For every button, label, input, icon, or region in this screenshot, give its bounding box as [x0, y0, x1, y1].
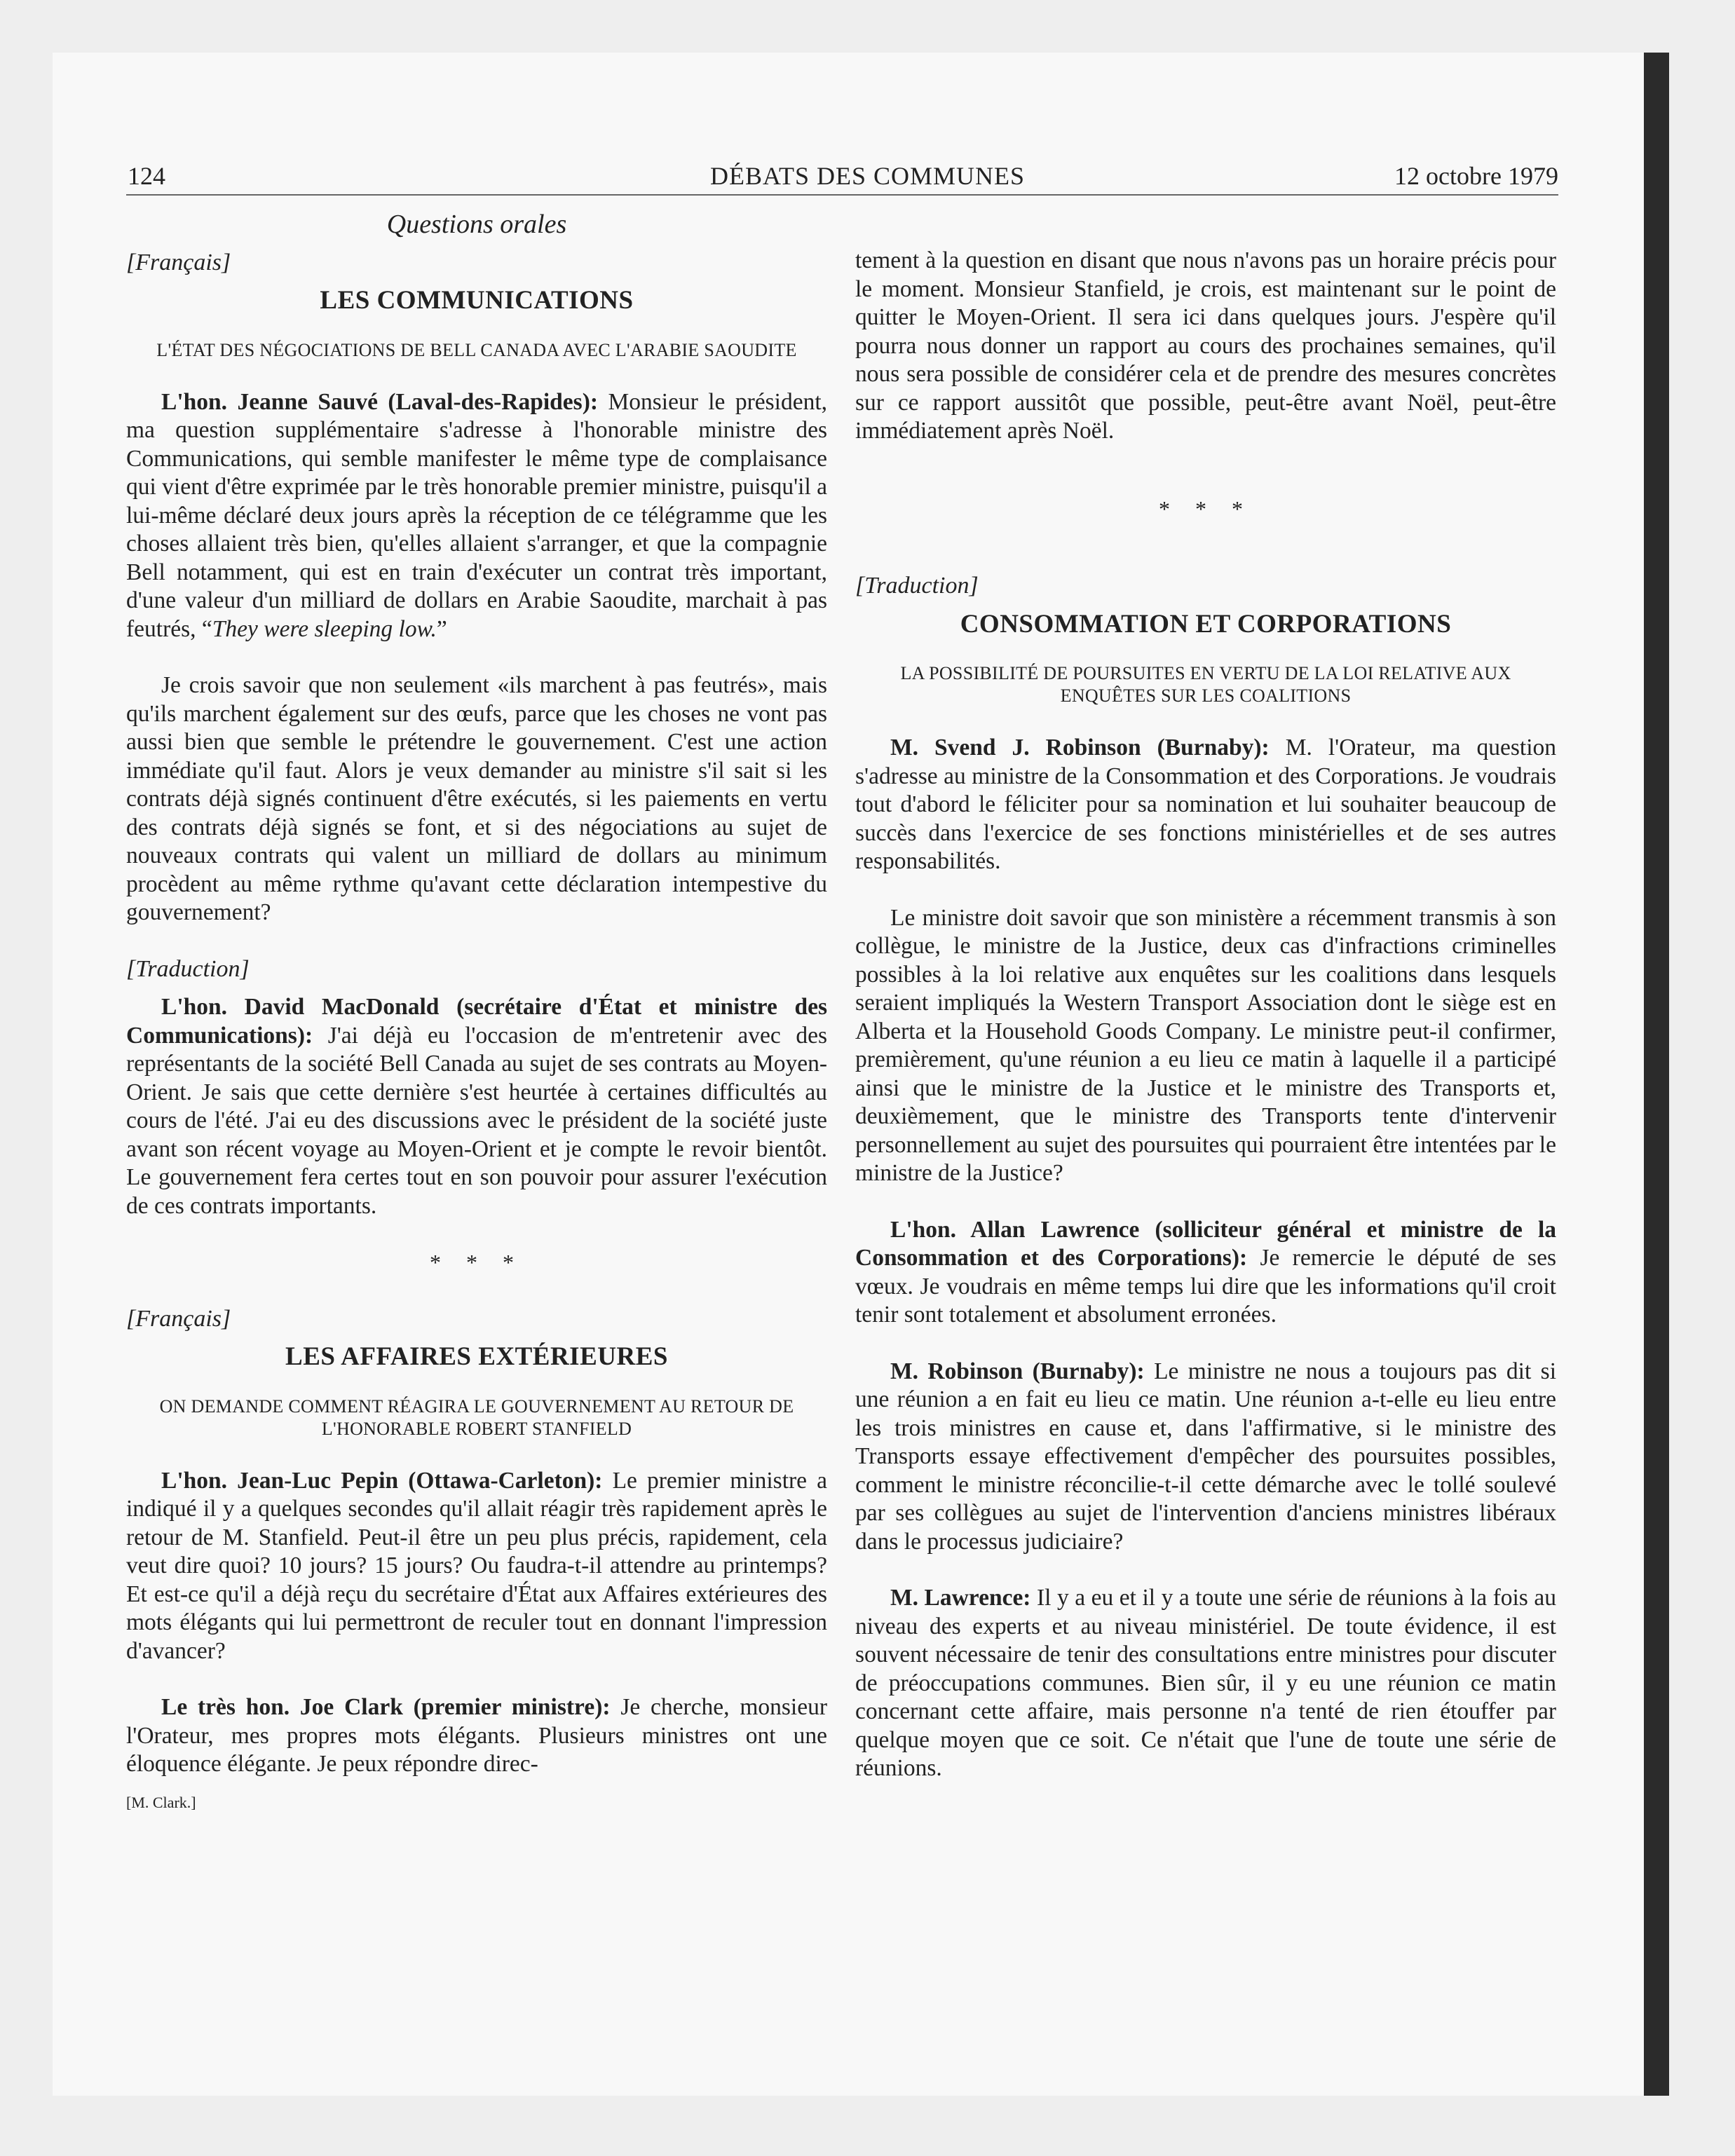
speaker-name: L'hon. Jeanne Sauvé (Laval-des-Rapides): [161, 388, 599, 415]
speech-text: Je remercie le député de ses vœux. Je voudrais en même temps lui dire que les informations qu'il croit tenir sont totalement et absolument erronées. [855, 1245, 1556, 1328]
speaker-name: L'hon. Allan Lawrence (solliciteur général et ministre de la Consommation et des Corporations): [855, 1216, 1556, 1271]
speaker-name: M. Lawrence: [890, 1585, 1031, 1611]
speaker-name: M. Svend J. Robinson (Burnaby): [890, 735, 1270, 760]
speech-text: M. l'Orateur, ma question s'adresse au ministre de la Consommation et des Corporations. Je voudrais tout d'abord le féliciter pour sa nomination et lui souhaiter beaucoup de succès dans l'exercice de ses fonctions ministérielles et de ses autres responsabilités. [855, 735, 1556, 874]
running-title: DÉBATS DES COMMUNES [709, 162, 1026, 190]
section-subheading: LA POSSIBILITÉ DE POURSUITES EN VERTU DE LA LOI RELATIVE AUX ENQUÊTES SUR LES COALITIONS [900, 663, 1511, 706]
section-separator: * * * [430, 1250, 524, 1275]
header-date: 12 octobre 1979 [1394, 162, 1558, 190]
left-column [126, 210, 827, 1817]
section-separator: * * * [1159, 496, 1253, 521]
language-tag: [Français] [126, 249, 231, 275]
speech-text: Il y a eu et il y a toute une série de réunions à la fois au niveau des experts et au niveau ministériel. De toute évidence, il est souvent nécessaire de tenir des consultations entre ministres pour discuter de préoccupations communes. Bien sûr, il y eu une réunion ce matin concernant cette affaire, mais personne n'a tenté de rien étouffer par quelque moyen que ce soit. Ce n'était que l'une de toute une série de réunions. [855, 1585, 1556, 1781]
section-label: Questions orales [386, 210, 567, 239]
page-number: 124 [128, 162, 165, 190]
speech-paragraph [855, 1584, 1556, 1783]
speech-text: Monsieur le président, ma question supplémentaire s'adresse à l'honorable ministre des Communications, qui semble manifester le même type de complaisance qui vient d'être exprimée par le très honorable premier ministre, puisqu'il a lui-même déclaré deux jours après la réception de ce télégramme que les choses allaient très bien, qu'elles allaient s'arranger, et que la compagnie Bell notamment, qui est en train d'exécuter un contrat très important, d'une valeur d'un milliard de dollars en Arabie Saoudite, marchait à pas feutrés, “ [126, 388, 827, 642]
section-title: LES COMMUNICATIONS [320, 286, 634, 315]
speaker-name: L'hon. David MacDonald (secrétaire d'État et ministre des Communications): [126, 994, 827, 1049]
speech-paragraph [126, 993, 827, 1220]
speech-text: Le ministre ne nous a toujours pas dit si une réunion a en fait eu lieu ce matin. Une réunion a-t-elle eu lieu entre les trois ministres en cause et, dans l'affirmative, si le ministre des Transports essaye effectivement d'empêcher des poursuites possibles, comment le ministre réconcilie-t-il cette démarche avec le tollé soulevé par ses collègues au sujet de l'intervention d'anciens ministres libéraux dans le processus judiciaire? [855, 1358, 1557, 1555]
speaker-name: L'hon. Jean-Luc Pepin (Ottawa-Carleton): [161, 1467, 603, 1494]
language-tag: [Traduction] [126, 955, 250, 982]
scan-edge-strip [1644, 53, 1669, 2096]
speaker-name: Le très hon. Joe Clark (premier ministre): [161, 1694, 611, 1720]
speech-paragraph [855, 1216, 1556, 1330]
header-rule [126, 194, 1558, 196]
right-column [855, 210, 1556, 1811]
speech-paragraph: Je crois savoir que non seulement «ils marchent à pas feutrés», mais qu'ils marchent également sur des œufs, parce que les choses ne vont pas aussi bien que semble le prétendre le gouvernement. C'est une action immédiate qu'il faut. Alors je veux demander au ministre s'il sait si les contrats déjà signés continuent d'être exécutés, si les paiements en vertu des contrats déjà signés se font, et si des négociations au sujet de nouveaux contrats qui valent un milliard de dollars au minimum procèdent au même rythme qu'avant cette déclaration intempestive du gouvernement? [126, 672, 827, 925]
speech-paragraph: tement à la question en disant que nous n'avons pas un horaire précis pour le moment. Monsieur Stanfield, je crois, est maintenant sur le point de quitter le Moyen-Orient. Il sera ici dans quelques jours. J'espère qu'il pourra nous donner un rapport au cours des prochaines semaines, qu'il nous sera possible de considérer cela et de prendre des mesures concrètes sur ce rapport aussitôt que possible, peut-être avant Noël, peut-être immédiatement après Noël. [855, 247, 1556, 444]
section-title: LES AFFAIRES EXTÉRIEURES [285, 1342, 668, 1371]
quote-text: They were sleeping low. [212, 615, 437, 642]
speech-paragraph [126, 1467, 827, 1666]
section-subheading: ON DEMANDE COMMENT RÉAGIRA LE GOUVERNEMENT AU RETOUR DE L'HONORABLE ROBERT STANFIELD [159, 1396, 794, 1439]
speech-paragraph [126, 1693, 827, 1779]
language-tag: [Français] [126, 1305, 231, 1332]
section-subheading: L'ÉTAT DES NÉGOCIATIONS DE BELL CANADA AVEC L'ARABIE SAOUDITE [156, 339, 797, 360]
speech-paragraph [855, 1358, 1556, 1557]
language-tag: [Traduction] [855, 573, 979, 599]
continuation-note: [M. Clark.] [126, 1793, 196, 1811]
section-title: CONSOMMATION ET CORPORATIONS [960, 609, 1452, 639]
speech-text: J'ai déjà eu l'occasion de m'entretenir avec des représentants de la société Bell Canada au sujet de ses contrats au Moyen-Orient. Je sais que cette dernière s'est heurtée à certaines difficultés au cours de l'été. J'ai eu des discussions avec le président de la société juste avant son récent voyage au Moyen-Orient et je compte le revoir bientôt. Le gouvernement fera certes tout en son pouvoir pour assurer l'exécution de ces contrats importants. [126, 1022, 827, 1219]
speech-paragraph [126, 388, 827, 644]
speech-paragraph: Le ministre doit savoir que son ministère a récemment transmis à son collègue, le ministre de la Justice, deux cas d'infractions criminelles possibles à la loi relative aux enquêtes sur les coalitions dans lesquels seraient impliqués la Western Transport Association dont le siège est en Alberta et la Household Goods Company. Le ministre peut-il confirmer, premièrement, qu'une réunion a eu lieu ce matin à laquelle il a participé ainsi que le ministre de la Justice et le ministre des Transports et, deuxièmement, que le ministre des Transports tente d'intervenir personnellement au sujet des poursuites qui pourraient être intentées par le ministre de la Justice? [855, 904, 1556, 1186]
quote-end: ” [436, 615, 447, 642]
speech-text: Le premier ministre a indiqué il y a quelques secondes qu'il allait réagir très rapidement après le retour de M. Stanfield. Peut-il être un peu plus précis, rapidement, cela veut dire quoi? 10 jours? 15 jours? Ou faudra-t-il attendre au printemps? Et est-ce qu'il a déjà reçu du secrétaire d'État aux Affaires extérieures des mots élégants qui lui permettront de reculer tout en donnant l'impression d'avancer? [126, 1467, 828, 1664]
speech-text: Je cherche, monsieur l'Orateur, mes propres mots élégants. Plusieurs ministres ont une éloquence élégante. Je peux répondre direc- [126, 1694, 828, 1777]
speaker-name: M. Robinson (Burnaby): [890, 1358, 1145, 1384]
speech-paragraph [855, 734, 1556, 876]
